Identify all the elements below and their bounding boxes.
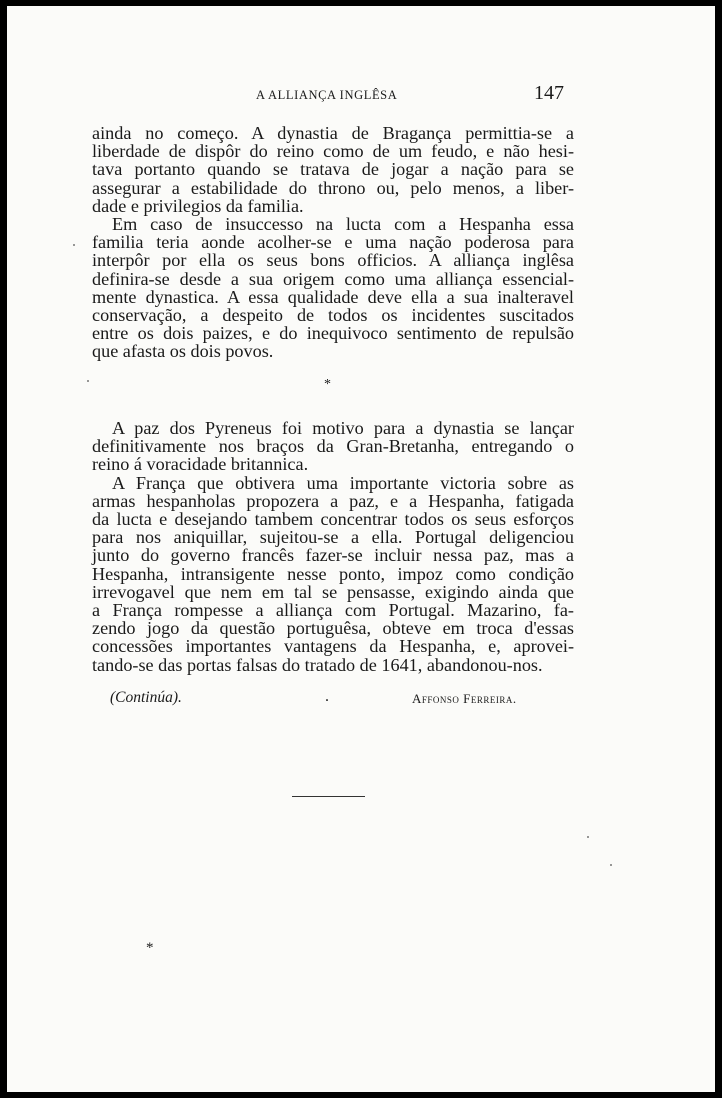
paper-speck [87, 380, 89, 382]
text-line: Hespanha, intransigente nesse ponto, impoz como condição [92, 563, 574, 584]
section-1-text [92, 124, 574, 361]
text-line: liberdade de dispôr do reino como de um feudo, e não hesi- [92, 141, 574, 162]
text-line: A paz dos Pyreneus foi motivo para a dynastia se lançar [112, 418, 574, 438]
text-line: tava portanto quando se tratava de jogar a nação para se [92, 159, 574, 180]
section-2-text [92, 419, 574, 674]
text-line: junto do governo francês fazer-se incluir nessa paz, mas a [92, 545, 574, 566]
text-line: entre os dois paizes, e do inequivoco sentimento de repulsão [92, 323, 574, 344]
stray-dot: . [325, 688, 329, 705]
paper-speck [610, 864, 612, 866]
author-signature: Affonso Ferreira. [412, 691, 517, 706]
paper-speck [587, 836, 589, 838]
text-line: concessões importantes vantagens da Hespanha, e, aprovei- [92, 636, 574, 657]
text-line: da lucta e desejando tambem concentrar todos os seus esforços [92, 509, 574, 530]
text-line: familia teria aonde acolher-se e uma nação poderosa para [92, 232, 574, 253]
text-line: tando-se das portas falsas do tratado de 1641, abandonou-nos. [92, 654, 543, 675]
page-number: 147 [534, 82, 564, 104]
text-line: definira-se desde a sua origem como uma alliança essencial- [92, 268, 574, 289]
text-line: Em caso de insuccesso na lucta com a Hespanha essa [112, 214, 574, 235]
text-line: irrevogavel que nem em tal se pensasse, exigindo ainda que [92, 581, 574, 602]
text-line: zendo jogo da questão portuguêsa, obteve em troca d'essas [92, 618, 574, 639]
text-line: reino á voracidade britannica. [92, 454, 309, 475]
text-line: dade e privilegios da familia. [92, 195, 304, 216]
text-line: interpôr por ella os seus bons officios. A alliança inglêsa [92, 250, 574, 271]
text-line: a França rompesse a alliança com Portugal. Mazarino, fa- [92, 600, 574, 621]
closing-rule [292, 796, 365, 797]
text-line: A França que obtivera uma importante victoria sobre as [112, 472, 574, 493]
paper-speck [73, 244, 75, 246]
bottom-asterisk: * [146, 940, 154, 956]
continued-note: (Continúa). [110, 689, 182, 706]
text-line: armas hespanholas propozera a paz, e a Hespanha, fatigada [92, 490, 574, 511]
text-line: mente dynastica. A essa qualidade deve ella a sua inalteravel [92, 286, 574, 307]
book-page [7, 6, 715, 1092]
text-line: conservação, a despeito de todos os incidentes suscitados [92, 305, 574, 326]
text-line: que afasta os dois povos. [92, 341, 274, 362]
text-line: assegurar a estabilidade do throno ou, pelo menos, a liber- [92, 177, 574, 198]
section-separator: * [324, 377, 331, 392]
running-title: A ALLIANÇA INGLÊSA [256, 88, 398, 102]
text-line: definitivamente nos braços da Gran-Bretanha, entregando o [92, 436, 574, 457]
text-line: ainda no começo. A dynastia de Bragança permittia-se a [92, 123, 574, 143]
text-line: para nos aniquillar, sujeitou-se a ella. Portugal deligenciou [92, 527, 574, 548]
